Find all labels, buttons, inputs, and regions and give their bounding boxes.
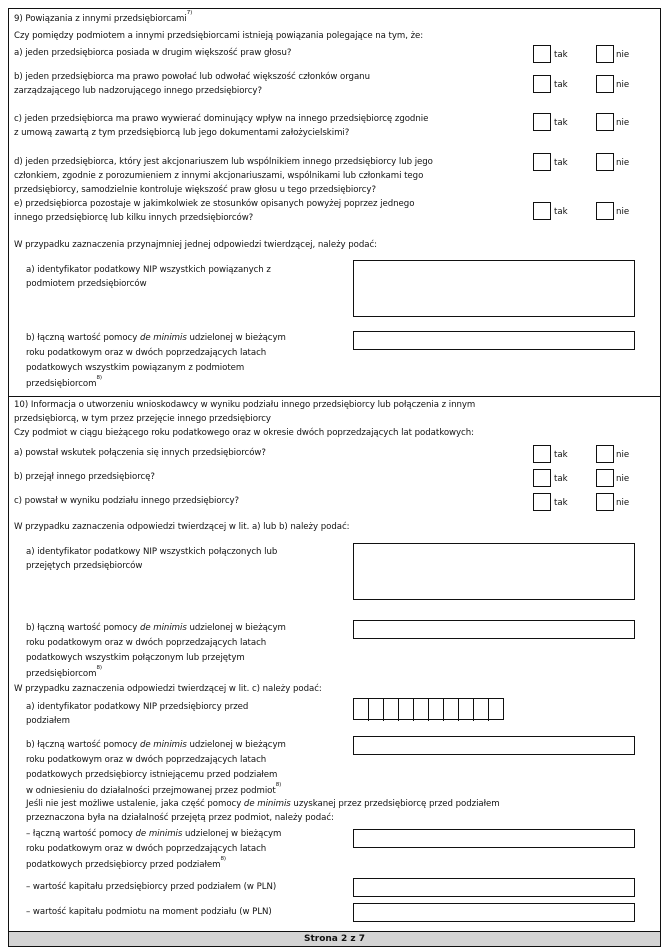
section-10-c-nip-label-line1: a) identyfikator podatkowy NIP przedsiębiorcy przed [26,702,249,712]
checkbox-9c-yes[interactable] [533,113,551,131]
section-9-nip-label-line1: a) identyfikator podatkowy NIP wszystkich powiązanych z [26,265,271,275]
nip-digit-cell[interactable] [354,699,369,721]
label-no: nie [616,498,630,508]
checkbox-10a-no[interactable] [596,445,614,463]
nip-digit-cell[interactable] [444,699,459,721]
section-9-intro: Czy pomiędzy podmiotem a innymi przedsiębiorcami istnieją powiązania polegające na tym, że: [14,31,424,41]
section-10-value-label-line4: przedsiębiorcom$^{8)}$ [26,665,102,679]
nip-digit-cell[interactable] [369,699,384,721]
question-10c: c) powstał w wyniku podziału innego przedsiębiorcy? [14,496,240,506]
nip-digit-cell[interactable] [474,699,489,721]
section-10-d-label-line2: roku podatkowym oraz w dwóch poprzedzających latach [26,844,267,854]
question-9d-line1: d) jeden przedsiębiorca, który jest akcjonariuszem lub wspólnikiem innego przedsiębiorcy lub jego [14,157,433,167]
section-10-note-line2: przeznaczona była na działalność przejętą przez podmiot, należy podać: [26,813,334,823]
section-10-value-label-line1: b) łączną wartość pomocy de minimis udzielonej w bieżącym [26,623,286,633]
label-yes: tak [554,498,568,508]
checkbox-9c-no[interactable] [596,113,614,131]
checkbox-10b-yes[interactable] [533,469,551,487]
checkbox-9a-no[interactable] [596,45,614,63]
label-yes: tak [554,450,568,460]
section-10-c-value-field[interactable] [353,736,635,755]
question-9a: a) jeden przedsiębiorca posiada w drugim większość praw głosu? [14,48,292,58]
checkbox-10c-no[interactable] [596,493,614,511]
capital-moment-label: – wartość kapitału podmiotu na moment podziału (w PLN) [26,907,272,917]
section-9-nip-label-line2: podmiotem przedsiębiorców [26,279,147,289]
section-10-nip-field[interactable] [353,543,635,600]
section-10-if-c: W przypadku zaznaczenia odpowiedzi twierdzącej w lit. c) należy podać: [14,684,322,694]
section-10-c-value-label-line1: b) łączną wartość pomocy de minimis udzielonej w bieżącym [26,740,286,750]
section-9-value-label-line2: roku podatkowym oraz w dwóch poprzedzających latach [26,348,267,358]
question-9e-line1: e) przedsiębiorca pozostaje w jakimkolwiek ze stosunków opisanych powyżej poprzez jednego [14,199,415,209]
checkbox-9d-no[interactable] [596,153,614,171]
question-9e-line2: innego przedsiębiorcę lub kilku innych przedsiębiorców? [14,213,254,223]
nip-digit-boxes[interactable] [353,698,504,720]
section-10-d-label-line3: podatkowych przedsiębiorcy przed podziałem$^{8)}$ [26,856,226,870]
label-no: nie [616,474,630,484]
checkbox-9e-no[interactable] [596,202,614,220]
section-10-value-label-line2: roku podatkowym oraz w dwóch poprzedzających latach [26,638,267,648]
nip-digit-cell[interactable] [414,699,429,721]
section-10-nip-label-line1: a) identyfikator podatkowy NIP wszystkich połączonych lub [26,547,278,557]
section-9-nip-field[interactable] [353,260,635,317]
checkbox-9b-yes[interactable] [533,75,551,93]
label-no: nie [616,207,630,217]
label-yes: tak [554,118,568,128]
section-10-if-ab: W przypadku zaznaczenia odpowiedzi twierdzącej w lit. a) lub b) należy podać: [14,522,350,532]
label-yes: tak [554,80,568,90]
section-9-value-label-line1: b) łączną wartość pomocy de minimis udzielonej w bieżącym [26,333,286,343]
question-10b: b) przejął innego przedsiębiorcę? [14,472,155,482]
question-9c-line1: c) jeden przedsiębiorca ma prawo wywierać dominujący wpływ na innego przedsiębiorcę zgodnie [14,114,429,124]
section-9-title: 9) Powiązania z innymi przedsiębiorcami$^{7)}$ [14,10,193,24]
nip-digit-cell[interactable] [399,699,414,721]
question-9b-line2: zarządzającego lub nadzorującego innego przedsiębiorcy? [14,86,262,96]
checkbox-9e-yes[interactable] [533,202,551,220]
checkbox-9a-yes[interactable] [533,45,551,63]
checkbox-10c-yes[interactable] [533,493,551,511]
nip-digit-cell[interactable] [429,699,444,721]
label-no: nie [616,118,630,128]
question-10a: a) powstał wskutek połączenia się innych przedsiębiorców? [14,448,266,458]
label-no: nie [616,50,630,60]
section-9-value-label-line4: przedsiębiorcom$^{8)}$ [26,375,102,389]
section-10-note-line1: Jeśli nie jest możliwe ustalenie, jaka część pomocy de minimis uzyskanej przez przedsiębiorcę przed podziałem [26,799,500,809]
label-yes: tak [554,474,568,484]
capital-moment-field[interactable] [353,903,635,922]
label-no: nie [616,158,630,168]
section-10-value-field[interactable] [353,620,635,639]
section-10-title-line2: przedsiębiorcą, w tym przez przejęcie innego przedsiębiorcy [14,414,271,424]
section-10-nip-label-line2: przejętych przedsiębiorców [26,561,143,571]
section-10-c-value-label-line2: roku podatkowym oraz w dwóch poprzedzających latach [26,755,267,765]
label-no: nie [616,450,630,460]
section-9-value-field[interactable] [353,331,635,350]
label-yes: tak [554,207,568,217]
nip-digit-cell[interactable] [459,699,474,721]
checkbox-9d-yes[interactable] [533,153,551,171]
checkbox-10b-no[interactable] [596,469,614,487]
nip-digit-cell[interactable] [384,699,399,721]
question-9d-line2: członkiem, zgodnie z porozumieniem z innymi akcjonariuszami, wspólnikami lub członkami tego [14,171,424,181]
question-9d-line3: przedsiębiorcy, samodzielnie kontroluje większość praw głosu u tego przedsiębiorcy? [14,185,376,195]
question-9c-line2: z umową zawartą z tym przedsiębiorcą lub jego dokumentami założycielskimi? [14,128,350,138]
section-10-value-label-line3: podatkowych wszystkim połączonym lub przejętym [26,653,245,663]
section-10-c-nip-label-line2: podziałem [26,716,70,726]
capital-before-label: – wartość kapitału przedsiębiorcy przed podziałem (w PLN) [26,882,277,892]
section-10-d-label-line1: – łączną wartość pomocy de minimis udzielonej w bieżącym [26,829,282,839]
label-yes: tak [554,158,568,168]
checkbox-10a-yes[interactable] [533,445,551,463]
page-footer: Strona 2 z 7 [8,931,661,947]
question-9b-line1: b) jeden przedsiębiorca ma prawo powołać lub odwołać większość członków organu [14,72,370,82]
capital-before-field[interactable] [353,878,635,897]
section-10-title-line1: 10) Informacja o utworzeniu wnioskodawcy w wyniku podziału innego przedsiębiorcy lub połączenia z innym [14,400,476,410]
section-9-if-yes: W przypadku zaznaczenia przynajmniej jednej odpowiedzi twierdzącej, należy podać: [14,240,378,250]
section-10-c-value-label-line3: podatkowych przedsiębiorcy istniejącemu przed podziałem [26,770,278,780]
label-no: nie [616,80,630,90]
label-yes: tak [554,50,568,60]
section-10-intro: Czy podmiot w ciągu bieżącego roku podatkowego oraz w okresie dwóch poprzedzających lat podatkowych: [14,428,474,438]
section-9-value-label-line3: podatkowych wszystkim powiązanym z podmiotem [26,363,245,373]
section-10-d-value-field[interactable] [353,829,635,848]
checkbox-9b-no[interactable] [596,75,614,93]
section-10-c-value-label-line4: w odniesieniu do działalności przejmowanej przez podmiot$^{8)}$ [26,782,282,796]
